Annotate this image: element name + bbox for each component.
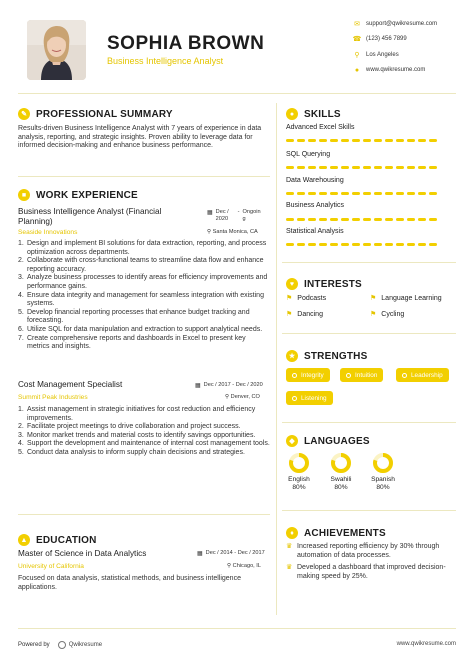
strength-tag: Integrity [286, 368, 330, 382]
skill-bar [286, 139, 437, 142]
skill-bar [286, 192, 437, 195]
skill-segment [374, 192, 382, 195]
heart-icon: ♥ [286, 278, 298, 290]
skill-segment [308, 139, 316, 142]
skill-segment [396, 218, 404, 221]
language-item: Spanish 80% [368, 452, 398, 491]
interests-divider [282, 333, 456, 334]
skill-segment [407, 139, 415, 142]
skill-segment [341, 218, 349, 221]
skill-segment [308, 218, 316, 221]
job-location: ⚲ Denver, CO [225, 394, 260, 400]
skill-segment [396, 192, 404, 195]
education-dates: ▦ Dec / 2014 - Dec / 2017 [197, 550, 265, 557]
education-heading: ▲ EDUCATION [18, 534, 97, 546]
flag-icon: ⚑ [286, 311, 293, 318]
job-bullets [18, 406, 270, 458]
skill-segment [396, 166, 404, 169]
flag-icon: ⚑ [370, 311, 377, 318]
calendar-icon: ▦ [207, 210, 213, 216]
skill-label: Statistical Analysis [286, 228, 344, 235]
lightbulb-icon: ● [286, 108, 298, 120]
skill-label: Advanced Excel Skills [286, 124, 355, 131]
skill-segment [341, 166, 349, 169]
list-item: 3. Analyze business processes to identify areas for efficiency improvements and performance gains. [18, 274, 268, 290]
interest-item: ⚑ Cycling [370, 310, 405, 318]
language-item: English 80% [284, 452, 314, 491]
check-icon [402, 373, 407, 378]
interest-item: ⚑ Podcasts [286, 294, 327, 302]
star-icon: ★ [286, 350, 298, 362]
skill-segment [363, 166, 371, 169]
degree-title: Master of Science in Data Analytics [18, 549, 147, 558]
skill-segment [330, 243, 338, 246]
skill-segment [352, 192, 360, 195]
skill-segment [286, 192, 294, 195]
company-name: Seaside Innovations [18, 229, 78, 236]
job-location: ⚲ Santa Monica, CA [207, 229, 258, 235]
skill-segment [297, 243, 305, 246]
skill-segment [374, 166, 382, 169]
column-divider [276, 103, 277, 615]
school-name: University of California [18, 563, 84, 570]
skill-segment [429, 166, 437, 169]
skill-segment [330, 192, 338, 195]
job-title: Cost Management Specialist [18, 380, 123, 389]
candidate-role: Business Intelligence Analyst [107, 56, 224, 66]
summary-heading: ✎ PROFESSIONAL SUMMARY [18, 108, 173, 120]
skill-segment [407, 166, 415, 169]
trophy-icon: ♛ [286, 543, 293, 550]
skill-segment [341, 243, 349, 246]
list-item: 5. Conduct data analysis to inform supply chain decisions and strategies. [18, 448, 245, 456]
language-item: Swahili 80% [326, 452, 356, 491]
skill-segment [407, 192, 415, 195]
calendar-icon: ▦ [197, 551, 203, 557]
flag-icon: ⚑ [370, 295, 377, 302]
skill-segment [352, 243, 360, 246]
list-item: 4. Ensure data integrity and management for seamless integration with existing systems. [18, 291, 264, 308]
skill-segment [418, 166, 426, 169]
language-ring [330, 452, 352, 474]
skill-segment [418, 218, 426, 221]
footer-url[interactable]: www.qwikresume.com [396, 641, 456, 647]
skill-segment [374, 218, 382, 221]
skill-segment [429, 218, 437, 221]
list-item: 4. Support the development and maintenance of internal cost management tools. [18, 440, 270, 448]
skill-segment [308, 192, 316, 195]
check-icon [292, 396, 297, 401]
check-icon [292, 373, 297, 378]
skill-segment [297, 166, 305, 169]
skill-segment [396, 243, 404, 246]
skill-bar [286, 243, 437, 246]
strength-tag: Intuition [340, 368, 383, 382]
skill-segment [418, 192, 426, 195]
list-item: 6. Utilize SQL for data manipulation and extraction to support analytical needs. [18, 325, 263, 333]
language-ring [288, 452, 310, 474]
contact-email[interactable]: ✉ support@qwikresume.com [352, 16, 470, 32]
contact-location: ⚲ Los Angeles [352, 47, 470, 63]
skill-segment [363, 218, 371, 221]
skill-segment [429, 243, 437, 246]
skill-segment [374, 139, 382, 142]
interest-item: ⚑ Language Learning [370, 294, 442, 302]
skill-segment [297, 139, 305, 142]
achievement-item: ♛ Developed a dashboard that improved decision-making speed by 25%. [286, 564, 446, 580]
job-title: Business Intelligence Analyst (Financial Planning) [18, 207, 162, 226]
skill-segment [429, 192, 437, 195]
globe-icon: ● [354, 66, 360, 74]
strength-tag: Listening [286, 391, 333, 405]
strength-tag: Leadership [396, 368, 449, 382]
education-location: ⚲ Chicago, IL [227, 563, 261, 569]
skill-segment [330, 218, 338, 221]
list-item: 3. Monitor market trends and material costs to identify savings opportunities. [18, 431, 256, 439]
skill-label: SQL Querying [286, 151, 331, 158]
summary-icon: ✎ [18, 108, 30, 120]
list-item: 1. Assist management in strategic initiatives for cost reduction and efficiency improvements. [18, 406, 256, 422]
skill-segment [330, 139, 338, 142]
skill-segment [297, 218, 305, 221]
briefcase-icon: ■ [18, 189, 30, 201]
skills-divider [282, 262, 456, 263]
qwikresume-logo-icon [58, 641, 66, 649]
skill-segment [363, 139, 371, 142]
list-item: 1. Design and implement BI solutions for data extraction, reporting, and process optimization across departments. [18, 240, 267, 256]
contact-website[interactable]: ● www.qwikresume.com [352, 63, 470, 79]
skill-segment [319, 218, 327, 221]
profile-photo [27, 20, 86, 80]
job-bullets [18, 240, 270, 352]
skill-segment [319, 139, 327, 142]
check-icon [346, 373, 351, 378]
education-text: Focused on data analysis, statistical methods, and business intelligence applications. [18, 575, 241, 591]
skill-segment [385, 218, 393, 221]
skill-label: Data Warehousing [286, 177, 344, 184]
skill-segment [297, 192, 305, 195]
experience-divider [18, 514, 270, 515]
skill-segment [385, 243, 393, 246]
contact-list [352, 16, 470, 78]
achievements-heading: ♦ ACHIEVEMENTS [286, 527, 386, 539]
skill-segment [407, 243, 415, 246]
envelope-icon: ✉ [354, 20, 360, 28]
skill-segment [286, 166, 294, 169]
interests-heading: ♥ INTERESTS [286, 278, 362, 290]
skill-segment [418, 139, 426, 142]
strengths-heading: ★ STRENGTHS [286, 350, 367, 362]
skill-segment [352, 139, 360, 142]
skill-segment [363, 192, 371, 195]
list-item: 7. Create comprehensive reports and dashboards in Excel to present key metrics and insights. [18, 334, 246, 351]
skill-segment [286, 139, 294, 142]
skill-segment [286, 243, 294, 246]
location-pin-icon: ⚲ [354, 51, 360, 59]
calendar-icon: ▦ [195, 383, 201, 389]
job-dates: ▦ Dec / 2020 - Ongoin g [207, 209, 261, 222]
skill-segment [352, 218, 360, 221]
list-item: 5. Develop financial reporting processes that enhance budget tracking and forecasting. [18, 308, 250, 325]
achievement-item: ♛ Increased reporting efficiency by 30% through automation of data processes. [286, 543, 440, 559]
contact-phone[interactable]: ☎ (123) 456 7899 [352, 36, 407, 44]
speech-bubble-icon: ◆ [286, 435, 298, 447]
skill-segment [319, 166, 327, 169]
skill-segment [396, 139, 404, 142]
skill-segment [341, 192, 349, 195]
trophy-icon: ♛ [286, 564, 293, 571]
skill-segment [341, 139, 349, 142]
skill-bar [286, 166, 437, 169]
skill-label: Business Analytics [286, 202, 344, 209]
list-item: 2. Facilitate project meetings to drive collaboration and project success. [18, 423, 241, 431]
skill-segment [308, 243, 316, 246]
location-pin-icon: ⚲ [207, 229, 213, 235]
skill-bar [286, 218, 437, 221]
graduation-cap-icon: ▲ [18, 534, 30, 546]
summary-divider [18, 176, 270, 177]
location-pin-icon: ⚲ [225, 394, 231, 400]
interest-item: ⚑ Dancing [286, 310, 323, 318]
skill-segment [407, 218, 415, 221]
footer-divider [18, 628, 456, 629]
skill-segment [308, 166, 316, 169]
skill-segment [418, 243, 426, 246]
skill-segment [385, 192, 393, 195]
skills-heading: ● SKILLS [286, 108, 341, 120]
strengths-divider [282, 422, 456, 423]
header-divider [18, 93, 456, 94]
summary-text: Results-driven Business Intelligence Analyst with 7 years of experience in data analysis, reporting, and strategic insights. Proven ability to leverage data for informed decision-making and enhance business performance. [18, 125, 262, 150]
skill-segment [319, 192, 327, 195]
list-item: 2. Collaborate with cross-functional teams to streamline data flow and enhance reporting accuracy. [18, 257, 264, 273]
location-pin-icon: ⚲ [227, 563, 233, 569]
skill-segment [319, 243, 327, 246]
language-ring [372, 452, 394, 474]
phone-icon: ☎ [352, 36, 362, 44]
skill-segment [330, 166, 338, 169]
candidate-name: SOPHIA BROWN [107, 33, 265, 54]
experience-heading: ■ WORK EXPERIENCE [18, 189, 138, 201]
languages-divider [282, 510, 456, 511]
trophy-icon: ♦ [286, 527, 298, 539]
skill-segment [286, 218, 294, 221]
skill-segment [352, 166, 360, 169]
languages-heading: ◆ LANGUAGES [286, 435, 370, 447]
skill-segment [429, 139, 437, 142]
skill-segment [385, 166, 393, 169]
flag-icon: ⚑ [286, 295, 293, 302]
skill-segment [385, 139, 393, 142]
powered-by[interactable]: Powered by Qwikresume [18, 642, 103, 648]
job-dates: ▦ Dec / 2017 - Dec / 2020 [195, 382, 263, 389]
skill-segment [363, 243, 371, 246]
skill-segment [374, 243, 382, 246]
company-name: Summit Peak Industries [18, 394, 88, 401]
